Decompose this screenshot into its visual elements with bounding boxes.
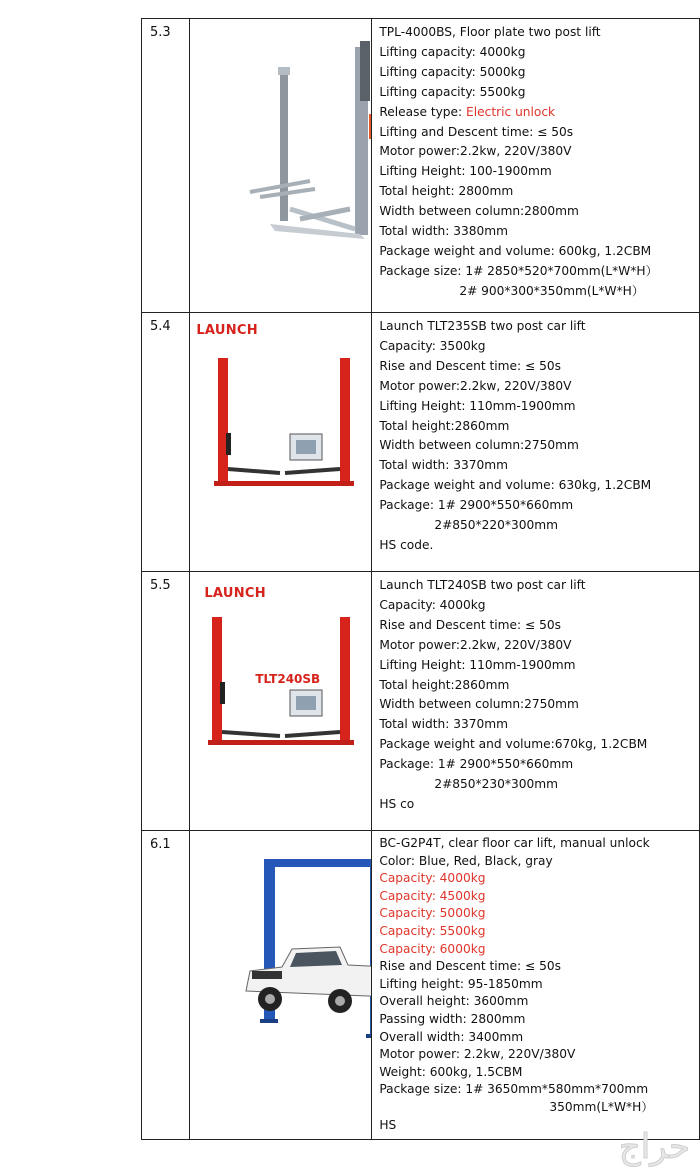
row-number: 6.1: [142, 831, 190, 1140]
spec-line: Package: 1# 2900*550*660mm: [379, 498, 574, 513]
spec-line: Lifting Height: 110mm-1900mm: [379, 398, 576, 413]
spec-line: Capacity: 4000kg: [379, 597, 486, 612]
release-type-value: Electric unlock: [466, 104, 556, 119]
spec-line: Total height: 2800mm: [379, 184, 514, 199]
launch-lift-image: [190, 572, 371, 830]
overhead-beam: [264, 859, 371, 867]
spec-line: Lifting capacity: 5500kg: [379, 84, 526, 99]
left-column: [218, 358, 228, 483]
product-image-cell: [190, 313, 372, 572]
row-number: 5.5: [142, 572, 190, 831]
spec-line: Passing width: 2800mm: [379, 1011, 526, 1026]
spec-line: Launch TLT240SB two post car lift: [379, 578, 586, 592]
spec-line: Total height:2860mm: [379, 418, 510, 433]
spec-line: Rise and Descent time: ≤ 50s: [379, 358, 561, 373]
spec-line: Weight: 600kg, 1.5CBM: [379, 1064, 523, 1079]
spec-line: Rise and Descent time: ≤ 50s: [379, 959, 561, 974]
spec-line: Package weight and volume: 600kg, 1.2CBM: [379, 243, 652, 258]
left-column: [212, 617, 222, 742]
spec-line: Total width: 3370mm: [379, 458, 508, 473]
spec-description: [372, 831, 700, 1140]
spec-line: Lifting height: 95-1850mm: [379, 976, 543, 991]
capacity-option: Capacity: 6000kg: [379, 941, 486, 956]
base-plate: [208, 740, 354, 745]
spec-line: Motor power:2.2kw, 220V/380V: [379, 144, 572, 159]
spec-line: Color: Blue, Red, Black, gray: [379, 853, 553, 868]
spec-description: [372, 572, 700, 831]
spec-line: Release type: Electric unlock: [379, 104, 556, 119]
spec-line: Lifting Height: 110mm-1900mm: [379, 657, 576, 672]
spec-line: Package weight and volume:670kg, 1.2CBM: [379, 737, 648, 752]
hs-code: HS code.: [379, 537, 434, 552]
model-tag: TLT240SB: [255, 672, 321, 686]
spec-line: Package size: 1# 2850*520*700mm(L*W*H）: [379, 263, 658, 278]
spec-line: Capacity: 3500kg: [379, 338, 486, 353]
clear-floor-lift-image: [190, 831, 371, 1139]
spec-line: 2#850*220*300mm: [434, 518, 559, 533]
spec-line: Package weight and volume: 630kg, 1.2CBM: [379, 478, 652, 493]
product-image-cell: [190, 831, 372, 1140]
spec-line: 2#850*230*300mm: [434, 777, 559, 792]
spec-line: Motor power:2.2kw, 220V/380V: [379, 378, 572, 393]
capacity-option: Capacity: 4500kg: [379, 888, 486, 903]
spec-line: Width between column:2750mm: [379, 438, 579, 453]
right-column: [340, 358, 350, 483]
launch-lift-image: [190, 313, 371, 571]
spec-description: [372, 313, 700, 572]
capacity-option: Capacity: 4000kg: [379, 871, 486, 886]
table-row: [142, 19, 700, 313]
capacity-option: Capacity: 5000kg: [379, 906, 486, 921]
spec-line: Lifting and Descent time: ≤ 50s: [379, 124, 574, 139]
capacity-option: Capacity: 5500kg: [379, 923, 486, 938]
spec-line: Rise and Descent time: ≤ 50s: [379, 617, 561, 632]
spec-line: Total height:2860mm: [379, 677, 510, 692]
spec-line: Lifting capacity: 5000kg: [379, 64, 526, 79]
spec-line: Launch TLT235SB two post car lift: [379, 319, 586, 333]
base-plate: [214, 481, 354, 486]
row-number: 5.3: [142, 19, 190, 313]
product-image-cell: [190, 572, 372, 831]
spec-line: Overall height: 3600mm: [379, 994, 529, 1009]
motor-unit: [360, 41, 370, 101]
spec-line: 350mm(L*W*H）: [549, 1099, 654, 1114]
left-column: [280, 71, 288, 221]
product-image-cell: [190, 19, 372, 313]
spec-line: Overall width: 3400mm: [379, 1029, 524, 1044]
spec-line: Lifting capacity: 4000kg: [379, 44, 526, 59]
spec-line: Width between column:2800mm: [379, 204, 579, 219]
spec-line: TPL-4000BS, Floor plate two post lift: [379, 25, 601, 39]
spec-line: Lifting Height: 100-1900mm: [379, 164, 552, 179]
table-row: [142, 831, 700, 1140]
brand-logo: LAUNCH: [196, 323, 258, 338]
spec-line: Package: 1# 2900*550*660mm: [379, 757, 574, 772]
spec-line: Motor power: 2.2kw, 220V/380V: [379, 1047, 576, 1062]
right-column: [370, 867, 371, 1037]
spec-line: Motor power:2.2kw, 220V/380V: [379, 637, 572, 652]
table-row: [142, 572, 700, 831]
spec-line: Total width: 3380mm: [379, 224, 508, 239]
floor-plate-lift-image: [190, 19, 371, 308]
hs-code: HS: [379, 1117, 397, 1132]
spec-line: Package size: 1# 3650mm*580mm*700mm: [379, 1082, 649, 1097]
spec-line: Total width: 3370mm: [379, 717, 508, 732]
table-row: [142, 313, 700, 572]
right-column: [340, 617, 350, 742]
spec-line: Width between column:2750mm: [379, 697, 579, 712]
spec-line: 2# 900*300*350mm(L*W*H）: [459, 283, 645, 298]
brand-logo: LAUNCH: [204, 586, 266, 601]
haraj-watermark: [500, 1118, 700, 1171]
row-number: 5.4: [142, 313, 190, 572]
spec-description: [372, 19, 700, 313]
spec-table: [141, 18, 700, 1140]
spec-line: BC-G2P4T, clear floor car lift, manual unlock: [379, 836, 650, 850]
watermark-text: حراج: [618, 1127, 690, 1167]
hs-code: HS co: [379, 796, 415, 811]
